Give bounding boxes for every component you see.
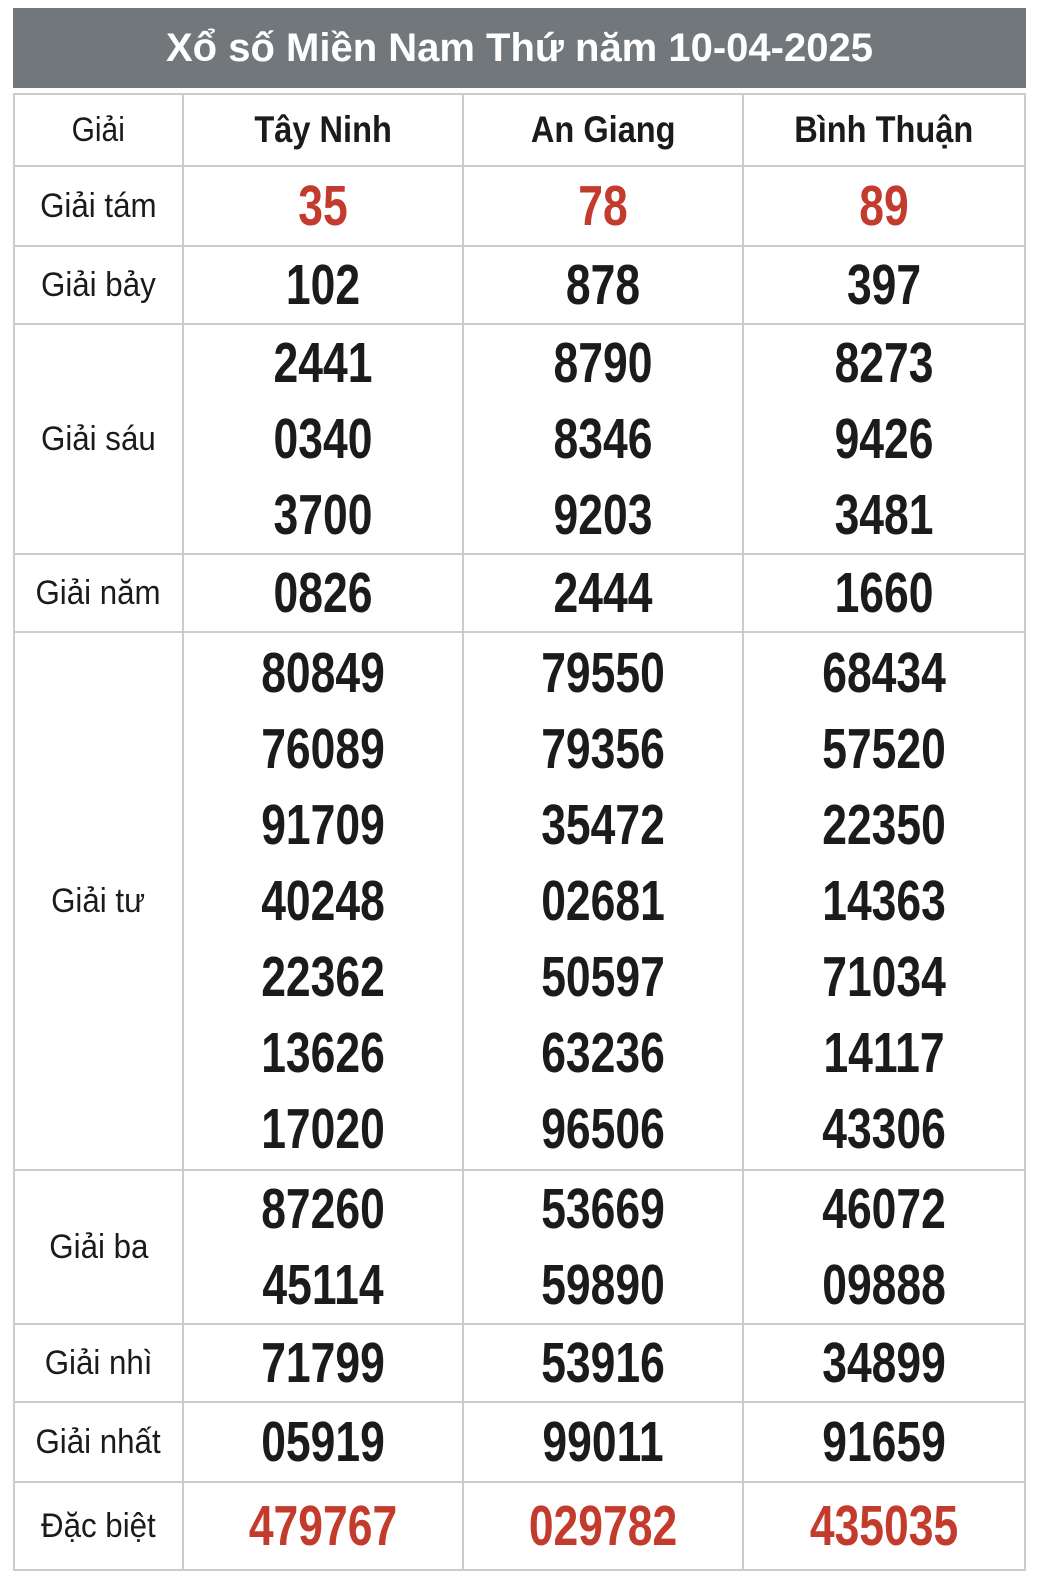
result-number: 1660 [834,561,934,625]
result-number: 96506 [541,1097,665,1161]
result-cell [743,632,1025,1170]
results-table [13,93,1026,1571]
result-cell [183,1324,463,1402]
result-number: 22350 [822,793,946,857]
result-number: 63236 [541,1021,665,1085]
result-cell [183,166,463,246]
result-number: 40248 [261,869,385,933]
result-cell [463,554,743,632]
result-number: 57520 [822,717,946,781]
column-header-giai-label: Giải [71,110,126,149]
result-number: 02681 [541,869,665,933]
row-giai-nhat [14,1402,1025,1482]
result-cell [183,246,463,324]
prize-label [14,1170,183,1324]
result-number: 0340 [273,407,373,471]
result-number: 76089 [261,717,385,781]
result-number: 71799 [261,1331,385,1395]
result-number: 8346 [553,407,653,471]
prize-label [14,166,183,246]
result-number: 80849 [261,641,385,705]
row-giai-nhi [14,1324,1025,1402]
page-title: Xổ số Miền Nam Thứ năm 10-04-2025 [166,25,873,70]
column-header-tay-ninh-label: Tây Ninh [254,109,392,150]
result-cell [463,166,743,246]
row-giai-tam [14,166,1025,246]
result-number: 79550 [541,641,665,705]
result-number: 46072 [822,1177,946,1241]
result-number: 22362 [261,945,385,1009]
result-number: 91709 [261,793,385,857]
row-giai-bay [14,246,1025,324]
result-cell [463,1482,743,1570]
result-cell [743,1482,1025,1570]
row-dac-biet [14,1482,1025,1570]
result-cell [183,632,463,1170]
result-number: 71034 [822,945,946,1009]
result-number: 87260 [261,1177,385,1241]
result-number: 3700 [273,483,373,547]
column-header-giai [14,94,183,166]
prize-label [14,324,183,554]
result-cell [463,1170,743,1324]
result-number: 14117 [823,1021,945,1085]
prize-label-text: Đặc biệt [41,1506,156,1545]
row-giai-sau [14,324,1025,554]
result-cell [183,554,463,632]
prize-label [14,246,183,324]
result-number: 029782 [528,1494,678,1558]
result-cell [743,554,1025,632]
result-cell [743,1170,1025,1324]
result-number: 0826 [273,561,373,625]
prize-label-text: Giải ba [48,1227,148,1266]
result-number: 35 [298,174,348,238]
header-row [14,94,1025,166]
result-cell [183,324,463,554]
result-number: 79356 [541,717,665,781]
column-header-tay-ninh [183,94,463,166]
column-header-binh-thuan [743,94,1025,166]
prize-label-text: Giải tám [40,186,157,225]
result-number: 89 [859,174,909,238]
result-number: 34899 [822,1331,946,1395]
prize-label-text: Giải sáu [41,419,156,458]
result-number: 68434 [822,641,946,705]
result-number: 397 [846,253,922,317]
result-cell [183,1402,463,1482]
prize-label [14,554,183,632]
result-number: 50597 [541,945,665,1009]
prize-label-text: Giải tư [51,881,146,920]
result-number: 91659 [822,1410,946,1474]
column-header-binh-thuan-label: Bình Thuận [794,109,974,150]
result-number: 43306 [822,1097,946,1161]
result-number: 479767 [248,1494,398,1558]
prize-label-text: Giải nhất [35,1422,162,1461]
result-number: 9203 [553,483,653,547]
result-number: 05919 [261,1410,385,1474]
result-cell [463,324,743,554]
result-number: 78 [578,174,628,238]
result-number: 09888 [822,1253,946,1317]
result-number: 2441 [273,331,373,395]
column-header-an-giang [463,94,743,166]
result-number: 13626 [261,1021,385,1085]
row-giai-ba [14,1170,1025,1324]
results-title-bar [13,8,1026,88]
result-number: 435035 [809,1494,959,1558]
prize-label [14,1324,183,1402]
result-number: 35472 [541,793,665,857]
result-cell [183,1482,463,1570]
result-number: 8790 [553,331,653,395]
prize-label-text: Giải nhì [44,1343,153,1382]
result-cell [463,1324,743,1402]
result-cell [463,1402,743,1482]
result-cell [463,246,743,324]
prize-label [14,632,183,1170]
prize-label-text: Giải năm [35,573,161,612]
result-number: 2444 [553,561,653,625]
result-cell [743,324,1025,554]
result-number: 99011 [542,1410,664,1474]
result-number: 14363 [822,869,946,933]
result-number: 9426 [834,407,934,471]
row-giai-tu [14,632,1025,1170]
result-number: 59890 [541,1253,665,1317]
result-cell [463,632,743,1170]
result-cell [743,1324,1025,1402]
result-cell [183,1170,463,1324]
result-number: 102 [285,253,360,317]
result-number: 878 [565,253,640,317]
result-cell [743,246,1025,324]
prize-label [14,1482,183,1570]
result-number: 17020 [261,1097,385,1161]
column-header-an-giang-label: An Giang [530,109,676,150]
result-number: 53916 [541,1331,665,1395]
result-number: 45114 [262,1253,384,1317]
result-number: 8273 [834,331,934,395]
prize-label-text: Giải bảy [41,265,156,304]
result-number: 53669 [541,1177,665,1241]
result-number: 3481 [834,483,934,547]
prize-label [14,1402,183,1482]
result-cell [743,1402,1025,1482]
row-giai-nam [14,554,1025,632]
result-cell [743,166,1025,246]
